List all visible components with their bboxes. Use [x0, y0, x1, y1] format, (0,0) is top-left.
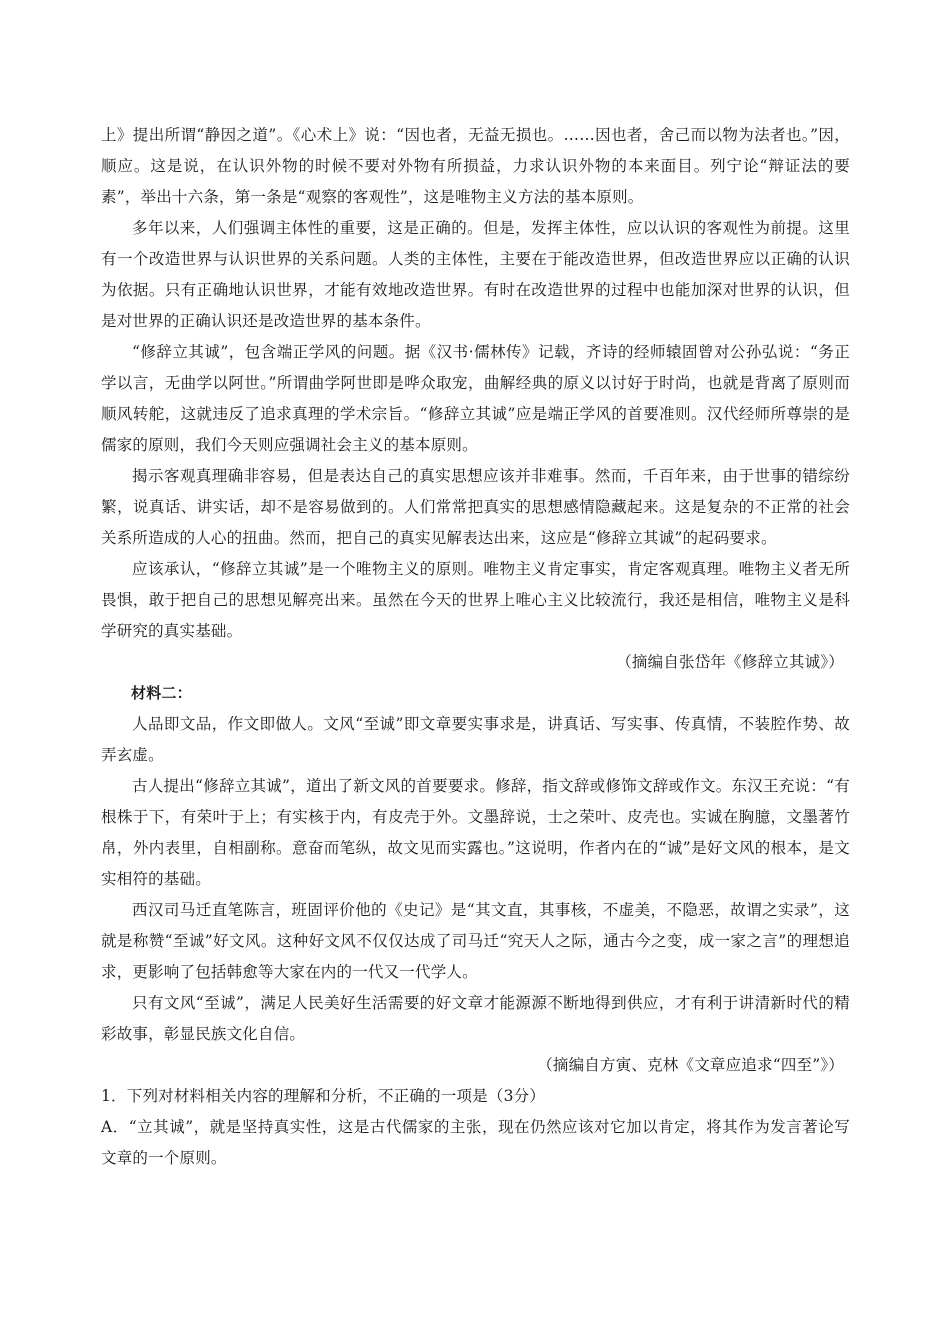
material1-paragraph-1: 上》提出所谓“静因之道”。《心术上》说：“因也者，无益无损也。……因也者，舍己而以物为法者也。”因，顺应。这是说，在认识外物的时候不要对外物有所损益，力求认识外物的本来面目。列宁论“辩证法的要素”，举出十六条，第一条是“观察的客观性”，这是唯物主义方法的基本原则。	[101, 126, 850, 206]
material1-paragraph-3: “修辞立其诚”，包含端正学风的问题。据《汉书·儒林传》记载，齐诗的经师辕固曾对公孙弘说：“务正学以言，无曲学以阿世。”所谓曲学阿世即是哗众取宠，曲解经典的原义以讨好于时尚，也就是背离了原则而顺风转舵，这就违反了追求真理的学术宗旨。“修辞立其诚”应是端正学风的首要准则。汉代经师所尊崇的是儒家的原则，我们今天则应强调社会主义的基本原则。	[101, 343, 850, 454]
material1-paragraph-2: 多年以来，人们强调主体性的重要，这是正确的。但是，发挥主体性，应以认识的客观性为前提。这里有一个改造世界与认识世界的关系问题。人类的主体性，主要在于能改造世界，但改造世界应以正确的认识为依据。只有正确地认识世界，才能有效地改造世界。有时在改造世界的过程中也能加深对世界的认识，但是对世界的正确认识还是改造世界的基本条件。	[101, 219, 850, 330]
material2-source: （摘编自方寅、克林《文章应追求“四至”》）	[537, 1056, 844, 1074]
material2-paragraph-1: 人品即文品，作文即做人。文风“至诚”即文章要实事求是，讲真话、写实事、传真情，不装腔作势、故弄玄虚。	[101, 715, 850, 764]
material2-paragraph-3: 西汉司马迁直笔陈言，班固评价他的《史记》是“其文直，其事核，不虚美，不隐恶，故谓之实录”，这就是称赞“至诚”好文风。这种好文风不仅仅达成了司马迁“究天人之际，通古今之变，成一家之言”的理想追求，更影响了包括韩愈等大家在内的一代又一代学人。	[101, 901, 850, 981]
material2-heading: 材料二：	[131, 684, 192, 702]
material1-source: （摘编自张岱年《修辞立其诚》）	[616, 653, 844, 671]
question-1-option-a: A．“立其诚”，就是坚持真实性，这是古代儒家的主张，现在仍然应该对它加以肯定，将其作为发言著论写文章的一个原则。	[101, 1118, 850, 1167]
material1-paragraph-4: 揭示客观真理确非容易，但是表达自己的真实思想应该并非难事。然而，千百年来，由于世事的错综纷繁，说真话、讲实话，却不是容易做到的。人们常常把真实的思想感情隐藏起来。这是复杂的不正常的社会关系所造成的人心的扭曲。然而，把自己的真实见解表达出来，这应是“修辞立其诚”的起码要求。	[101, 467, 850, 547]
material2-paragraph-4: 只有文风“至诚”，满足人民美好生活需要的好文章才能源源不断地得到供应，才有利于讲清新时代的精彩故事，彰显民族文化自信。	[101, 994, 850, 1043]
question-1-stem: 1．下列对材料相关内容的理解和分析，不正确的一项是（3分）	[101, 1087, 546, 1105]
material1-paragraph-5: 应该承认，“修辞立其诚”是一个唯物主义的原则。唯物主义肯定事实，肯定客观真理。唯物主义者无所畏惧，敢于把自己的思想见解亮出来。虽然在今天的世界上唯心主义比较流行，我还是相信，唯物主义是科学研究的真实基础。	[101, 560, 850, 640]
material2-paragraph-2: 古人提出“修辞立其诚”，道出了新文风的首要要求。修辞，指文辞或修饰文辞或作文。东汉王充说：“有根株于下，有荣叶于上；有实核于内，有皮壳于外。文墨辞说，士之荣叶、皮壳也。实诚在胸臆，文墨著竹帛，外内表里，自相副称。意奋而笔纵，故文见而实露也。”这说明，作者内在的“诚”是好文风的根本，是文实相符的基础。	[101, 777, 850, 888]
